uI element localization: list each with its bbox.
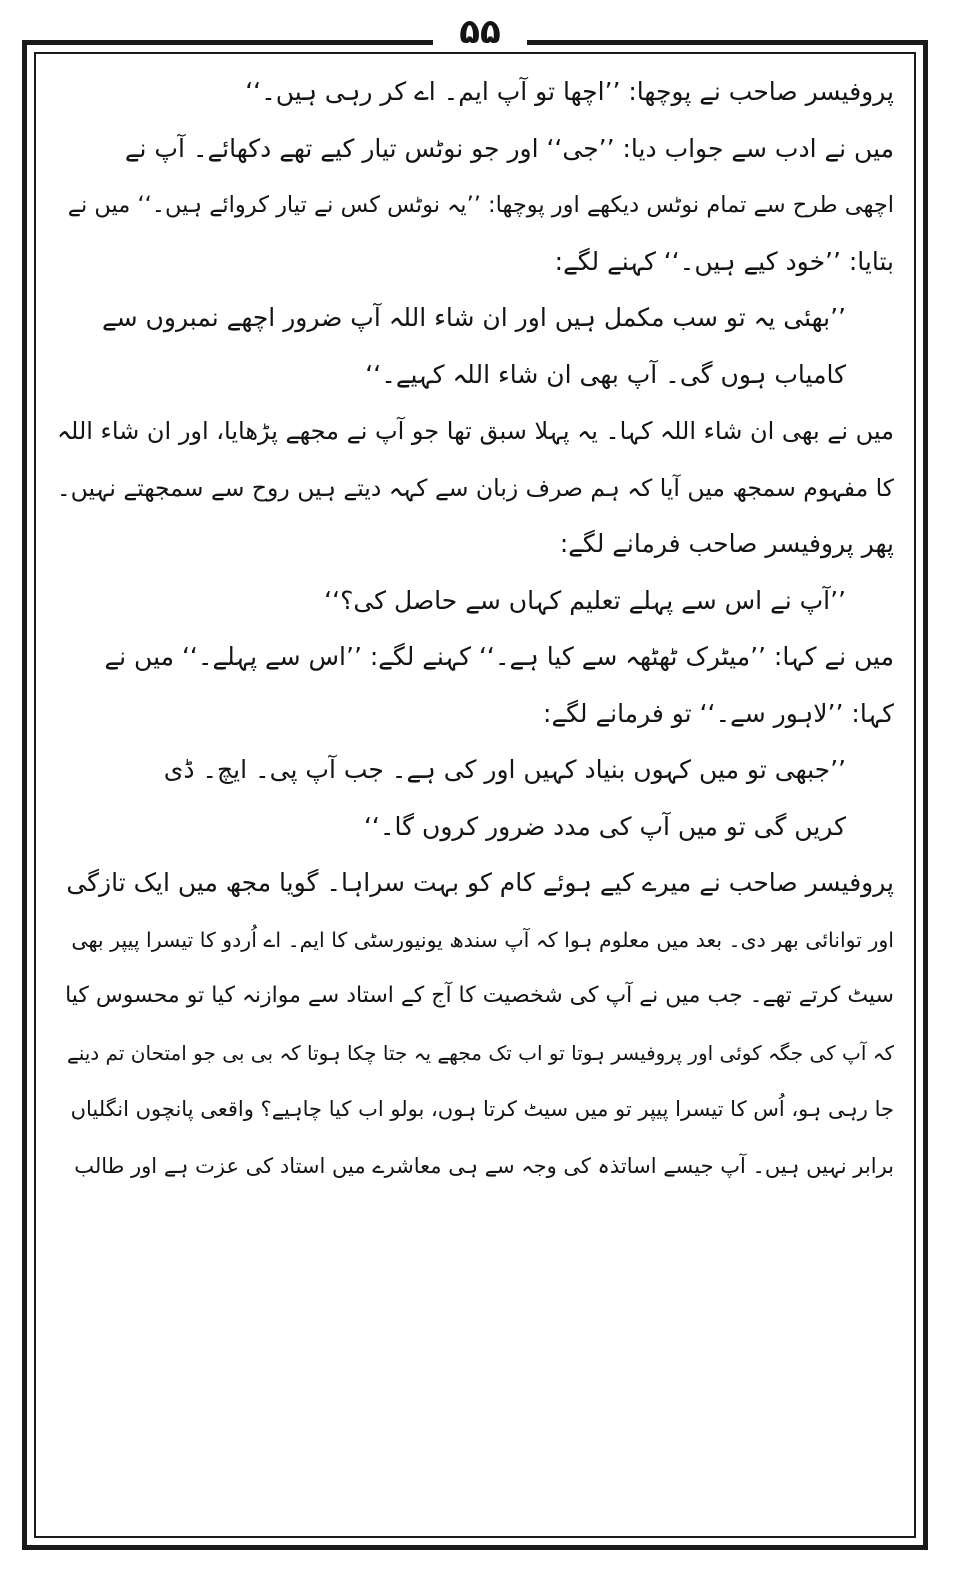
text-line: جا رہی ہو، اُس کا تیسرا پیپر تو میں سیٹ کرتا ہوں، بولو اب کیا چاہیے؟ واقعی پانچوں انگلیاں <box>70 1097 894 1121</box>
text-line: برابر نہیں ہیں۔ آپ جیسے اساتذہ کی وجہ سے ہی معاشرے میں استاد کی عزت ہے اور طالب <box>74 1153 894 1178</box>
page-number <box>0 12 960 52</box>
text-line: اچھی طرح سے تمام نوٹس دیکھے اور پوچھا: ’’یہ نوٹس کس نے تیار کروائے ہیں۔‘‘ میں نے <box>67 192 894 218</box>
text-line: کا مفہوم سمجھ میں آیا کہ ہم صرف زبان سے کہہ دیتے ہیں روح سے سمجھتے نہیں۔ <box>56 473 894 502</box>
text-line: میں نے بھی ان شاء اللہ کہا۔ یہ پہلا سبق تھا جو آپ نے مجھے پڑھایا، اور ان شاء اللہ <box>56 417 894 445</box>
text-line: پروفیسر صاحب نے میرے کیے ہوئے کام کو بہت سراہا۔ گویا مجھ میں ایک تازگی <box>66 868 894 897</box>
text-line: پھر پروفیسر صاحب فرمانے لگے: <box>559 529 894 558</box>
quote-line: کریں گی تو میں آپ کی مدد ضرور کروں گا۔‘‘ <box>363 811 846 841</box>
text-line: کہا: ’’لاہور سے۔‘‘ تو فرمانے لگے: <box>543 698 894 728</box>
text-body <box>56 64 894 1194</box>
quote-line: ’’آپ نے اس سے پہلے تعلیم کہاں سے حاصل کی؟‘‘ <box>324 585 846 615</box>
text-line: اور توانائی بھر دی۔ بعد میں معلوم ہوا کہ آپ سندھ یونیورسٹی کا ایم۔ اے اُردو کا تیسرا پیپر بھی <box>71 927 894 952</box>
text-line: پروفیسر صاحب نے پوچھا: ’’اچھا تو آپ ایم۔ اے کر رہی ہیں۔‘‘ <box>245 77 894 106</box>
text-line: میں نے کہا: ’’میٹرک ٹھٹھہ سے کیا ہے۔‘‘ کہنے لگے: ’’اس سے پہلے۔‘‘ میں نے <box>104 642 894 671</box>
text-line: سیٹ کرتے تھے۔ جب میں نے آپ کی شخصیت کا آج کے استاد سے موازنہ کیا تو محسوس کیا <box>65 983 894 1008</box>
quote-line: ’’جبھی تو میں کہوں بنیاد کہیں اور کی ہے۔ جب آپ پی۔ ایچ۔ ڈی <box>163 755 846 784</box>
text-line: میں نے ادب سے جواب دیا: ’’جی‘‘ اور جو نوٹس تیار کیے تھے دکھائے۔ آپ نے <box>124 133 894 163</box>
text-line: بتایا: ’’خود کیے ہیں۔‘‘ کہنے لگے: <box>554 246 894 276</box>
text-line: کہ آپ کی جگہ کوئی اور پروفیسر ہوتا تو اب تک مجھے یہ جتا چکا ہوتا کہ بی بی جو امتحان تم دینے <box>66 1040 894 1065</box>
page-number-text: ۵۵ <box>433 12 527 52</box>
quote-line: کامیاب ہوں گی۔ آپ بھی ان شاء اللہ کہیے۔‘‘ <box>365 359 846 389</box>
quote-line: ’’بھئی یہ تو سب مکمل ہیں اور ان شاء اللہ آپ ضرور اچھے نمبروں سے <box>102 303 846 332</box>
